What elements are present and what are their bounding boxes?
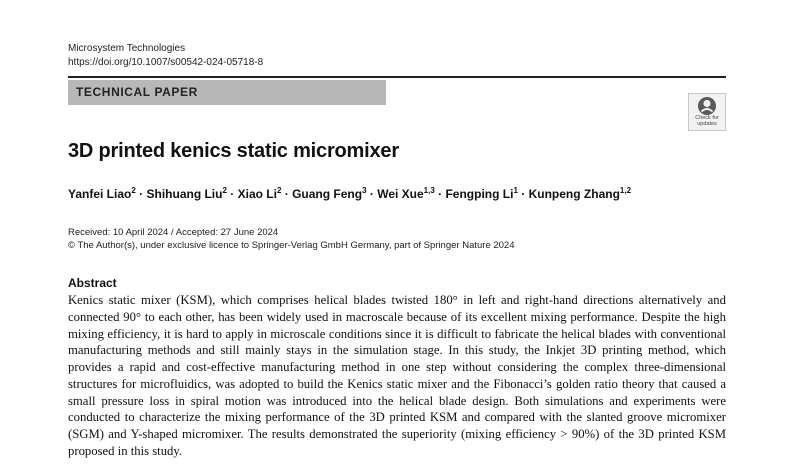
author-name[interactable]: Yanfei Liao [68,187,132,201]
author-name[interactable]: Xiao Li [237,187,277,201]
copyright-notice: © The Author(s), under exclusive licence to Springer-Verlag GmbH Germany, part of Springer Nature 2024 [68,240,515,251]
abstract-text: Kenics static mixer (KSM), which comprises helical blades twisted 180° in left and right-hand directions alternatively and connected 90° to each other, has been widely used in macroscale because of its excellent mixing performance. Despite the high mixing efficiency, it is hard to apply in microscale conditions since it is difficult to fabricate the helical blades with conventional manufacturing methods and still mainly stays in the simulation stage. In this study, the Inkjet 3D printing method, which provides a rapid and cost-effective manufacturing method in one step without considering the complex three-dimensional structures for microfluidics, was adopted to build the Kenics static mixer and the Fibonacci’s golden ratio theory that caused a small pressure loss in spiral motion was introduced into the helical blade design. Both simulations and experiments were conducted to characterize the mixing performance of the 3D printed KSM and compared with the slanted groove micromixer (SGM) and Y-shaped micromixer. The results demonstrated the superiority (mixing efficiency > 90%) of the 3D printed KSM proposed in this study. [68,293,726,458]
abstract-heading: Abstract [68,276,117,290]
author-name[interactable]: Fengping Li [445,187,514,201]
journal-info [68,42,263,70]
author-affiliation: 1,2 [619,186,632,195]
received-accepted-dates: Received: 10 April 2024 / Accepted: 27 June 2024 [68,227,279,238]
check-for-updates-badge[interactable] [688,93,726,131]
header-rule [68,76,726,78]
paper-title: 3D printed kenics static micromixer [68,140,399,162]
author-list [68,183,631,202]
author-name[interactable]: Kunpeng Zhang [528,187,620,201]
check-for-updates-label: Check for updates [695,115,719,127]
author-affiliation: 3 [362,186,367,195]
author-name[interactable]: Wei Xue [377,187,424,201]
publication-info [68,226,515,252]
author-name[interactable]: Guang Feng [292,187,363,201]
author-affiliation: 2 [222,186,227,195]
author-affiliation: 1 [513,186,518,195]
author-affiliation: 2 [131,186,136,195]
author-separator: · [226,187,238,201]
author-name[interactable]: Shihuang Liu [146,187,223,201]
author-separator: · [517,187,529,201]
doi-link[interactable]: https://doi.org/10.1007/s00542-024-05718-8 [68,57,264,68]
author-separator: · [135,187,147,201]
paper-type-banner: TECHNICAL PAPER [68,80,386,105]
author-separator: · [366,187,378,201]
check-for-updates-icon [697,96,717,116]
author-affiliation: 2 [276,186,282,195]
author-separator: · [281,187,293,201]
author-affiliation: 1,3 [423,186,435,195]
author-separator: · [434,187,446,201]
journal-name: Microsystem Technologies [68,43,186,54]
